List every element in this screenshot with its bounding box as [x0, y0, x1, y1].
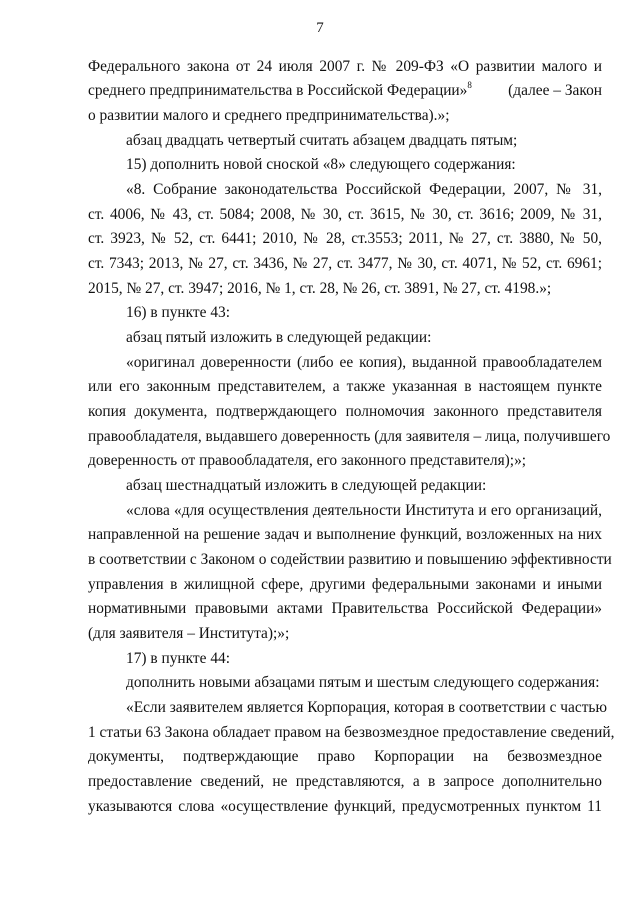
text-line: 17) в пункте 44:	[126, 650, 230, 667]
text-line: предоставление сведений, не представляются, а в запросе дополнительно	[88, 773, 602, 790]
text-line: (для заявителя – Института);»;	[88, 625, 290, 642]
text-line: доверенность от правообладателя, его законного представителя);»;	[88, 452, 527, 469]
text-line: документы, подтверждающие право Корпорации на безвозмездное	[88, 748, 602, 765]
text-line	[88, 81, 602, 101]
text-line-part: (далее – Закон	[508, 82, 602, 99]
text-line: дополнить новыми абзацами пятым и шестым следующего содержания:	[126, 674, 600, 691]
text-line: ст. 7343; 2013, № 27, ст. 3436, № 27, ст. 3477, № 30, ст. 4071, № 52, ст. 6961;	[88, 255, 602, 272]
text-line: управления в жилищной сфере, другими федеральными законами и иными	[88, 576, 602, 593]
text-line: ст. 4006, № 43, ст. 5084; 2008, № 30, ст. 3615, № 30, ст. 3616; 2009, № 31,	[88, 206, 602, 223]
text-line: 1 статьи 63 Закона обладает правом на безвозмездное предоставление сведений,	[88, 724, 615, 741]
text-line: направленной на решение задач и выполнение функций, возложенных на них	[88, 526, 602, 543]
text-line: 15) дополнить новой сноской «8» следующего содержания:	[126, 156, 516, 173]
text-line: абзац шестнадцатый изложить в следующей редакции:	[126, 477, 487, 494]
text-line: «слова «для осуществления деятельности Института и его организаций,	[126, 502, 602, 519]
text-line: 16) в пункте 43:	[126, 304, 230, 321]
text-line: «8. Собрание законодательства Российской Федерации, 2007, № 31,	[126, 181, 602, 198]
footnote-ref: 8	[467, 79, 472, 90]
text-line: 2015, № 27, ст. 3947; 2016, № 1, ст. 28, № 26, ст. 3891, № 27, ст. 4198.»;	[88, 280, 552, 297]
page-number: 7	[316, 20, 324, 36]
text-line: о развитии малого и среднего предпринимательства).»;	[88, 107, 450, 124]
text-line: абзац пятый изложить в следующей редакции:	[126, 329, 432, 346]
text-line: «Если заявителем является Корпорация, которая в соответствии с частью	[126, 699, 607, 716]
text-line: копия документа, подтверждающего полномочия законного представителя	[88, 403, 602, 420]
text-line: или его законным представителем, а также указанная в настоящем пункте	[88, 378, 602, 395]
text-line: абзац двадцать четвертый считать абзацем двадцать пятым;	[126, 132, 518, 149]
text-line-part: среднего предпринимательства в Российской Федерации»	[88, 82, 468, 99]
text-line: правообладателя, выдавшего доверенность (для заявителя – лица, получившего	[88, 428, 611, 445]
text-line: Федерального закона от 24 июля 2007 г. № 209-ФЗ «О развитии малого и	[88, 58, 602, 75]
text-line: в соответствии с Законом о содействии развитию и повышению эффективности	[88, 551, 612, 568]
text-line: ст. 3923, № 52, ст. 6441; 2010, № 28, ст.3553; 2011, № 27, ст. 3880, № 50,	[88, 230, 602, 247]
text-line: указываются слова «осуществление функций, предусмотренных пунктом 11	[88, 798, 602, 815]
text-line: нормативными правовыми актами Правительства Российской Федерации»	[88, 600, 602, 617]
text-line: «оригинал доверенности (либо ее копия), выданной правообладателем	[126, 354, 602, 371]
